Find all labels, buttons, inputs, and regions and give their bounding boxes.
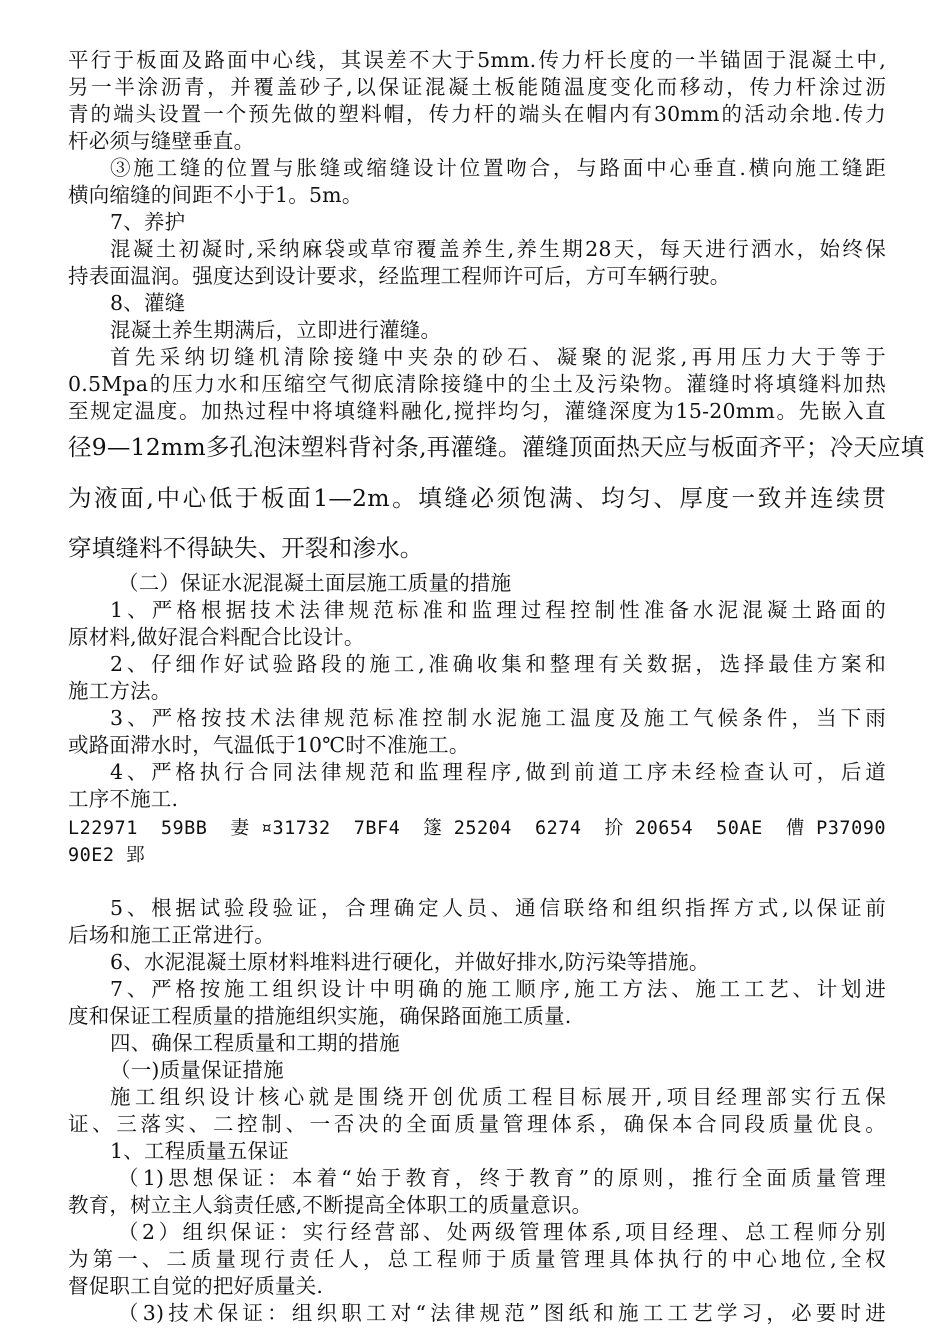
text-line: 杆必须与缝壁垂直。 [68,129,255,153]
text-line: （2）组织保证：实行经营部、处两级管理体系,项目经理、总工程师分别 [118,1220,886,1244]
text-line: 混凝土初凝时,采纳麻袋或草帘覆盖养生,养生期28天，每天进行洒水，始终保 [110,237,886,261]
text-line: 证、三落实、二控制、一否决的全面质量管理体系，确保本合同段质量优良。 [68,1112,886,1136]
text-line: 工序不施工. [68,787,179,811]
text-line: 为第一、二质量现行责任人，总工程师于质量管理具体执行的中心地位,全权 [68,1247,886,1271]
text-line: 为液面,中心低于板面1—2m。填缝必须饱满、均匀、厚度一致并连续贯 [68,484,886,512]
section-heading: 四、确保工程质量和工期的措施 [110,1031,400,1055]
section-heading: 1、工程质量五保证 [110,1139,289,1163]
encoded-text-line: L22971 59BB 妻¤31732 7BF4 篴25204 6274 扴20654 50AE 傮P37090 [68,818,886,839]
text-line: 督促职工自觉的把好质量关. [68,1274,324,1298]
text-line: 6、水泥混凝土原材料堆料进行硬化，并做好排水,防污染等措施。 [110,950,710,974]
text-line: 施工组织设计核心就是围绕开创优质工程目标展开,项目经理部实行五保 [110,1085,886,1109]
text-line: 原材料,做好混合料配合比设计。 [68,625,365,649]
text-line: 穿填缝料不得缺失、开裂和渗水。 [68,534,424,562]
section-heading: 8、灌缝 [110,291,186,315]
text-line: 平行于板面及路面中心线，其误差不大于5mm.传力杆长度的一半锚固于混凝土中, [68,48,886,72]
text-line: 横向缩缝的间距不小于1。5m。 [68,183,363,207]
section-heading: 7、养护 [110,210,186,234]
text-line: 首先采纳切缝机清除接缝中夹杂的砂石、凝聚的泥浆,再用压力大于等于 [110,345,886,369]
section-heading: （二）保证水泥混凝土面层施工质量的措施 [118,571,512,595]
text-line: （3)技术保证：组织职工对“法律规范”图纸和施工工艺学习，必要时进 [118,1301,886,1325]
text-line: 5、根据试验段验证，合理确定人员、通信联络和组织指挥方式,以保证前 [110,896,886,920]
text-line: 持表面温润。强度达到设计要求，经监理工程师许可后，方可车辆行驶。 [68,264,731,288]
text-line: 2、仔细作好试验路段的施工,准确收集和整理有关数据，选择最佳方案和 [110,652,886,676]
text-line: ③施工缝的位置与胀缝或缩缝设计位置吻合，与路面中心垂直.横向施工缝距 [110,156,886,180]
text-line: 后场和施工正常进行。 [68,923,275,947]
text-line: 度和保证工程质量的措施组织实施，确保路面施工质量. [68,1004,572,1028]
text-line: 4、严格执行合同法律规范和监理程序,做到前道工序未经检查认可，后道 [110,760,886,784]
text-line: 7、严格按施工组织设计中明确的施工顺序,施工方法、施工工艺、计划进 [110,977,886,1001]
text-line: 或路面滞水时，气温低于10℃时不准施工。 [68,733,470,757]
text-line: 另一半涂沥青，并覆盖砂子,以保证混凝土板能随温度变化而移动，传力杆涂过沥 [68,75,886,99]
text-line: 0.5Mpa的压力水和压缩空气彻底清除接缝中的尘土及污染物。灌缝时将填缝料加热 [68,372,886,396]
text-line: 混凝土养生期满后，立即进行灌缝。 [110,318,442,342]
text-line: 至规定温度。加热过程中将填缝料融化,搅拌均匀，灌缝深度为15-20mm。先嵌入直 [68,399,886,423]
text-line: （1)思想保证：本着“始于教育，终于教育”的原则，推行全面质量管理 [118,1166,886,1190]
text-line: 施工方法。 [68,679,172,703]
text-line: 径9—12mm多孔泡沫塑料背衬条,再灌缝。灌缝顶面热天应与板面齐平；冷天应填 [68,433,925,461]
text-line: 3、严格按技术法律规范标准控制水泥施工温度及施工气候条件，当下雨 [110,706,886,730]
section-heading: （一)质量保证措施 [110,1058,284,1082]
text-line: 1、严格根据技术法律规范标准和监理过程控制性准备水泥混凝土路面的 [110,598,886,622]
text-line: 教育，树立主人翁责任感,不断提高全体职工的质量意识。 [68,1193,593,1217]
text-line: 青的端头设置一个预先做的塑料帽，传力杆的端头在帽内有30mm的活动余地.传力 [68,102,886,126]
encoded-text-line: 90E2 郢 [68,845,146,866]
